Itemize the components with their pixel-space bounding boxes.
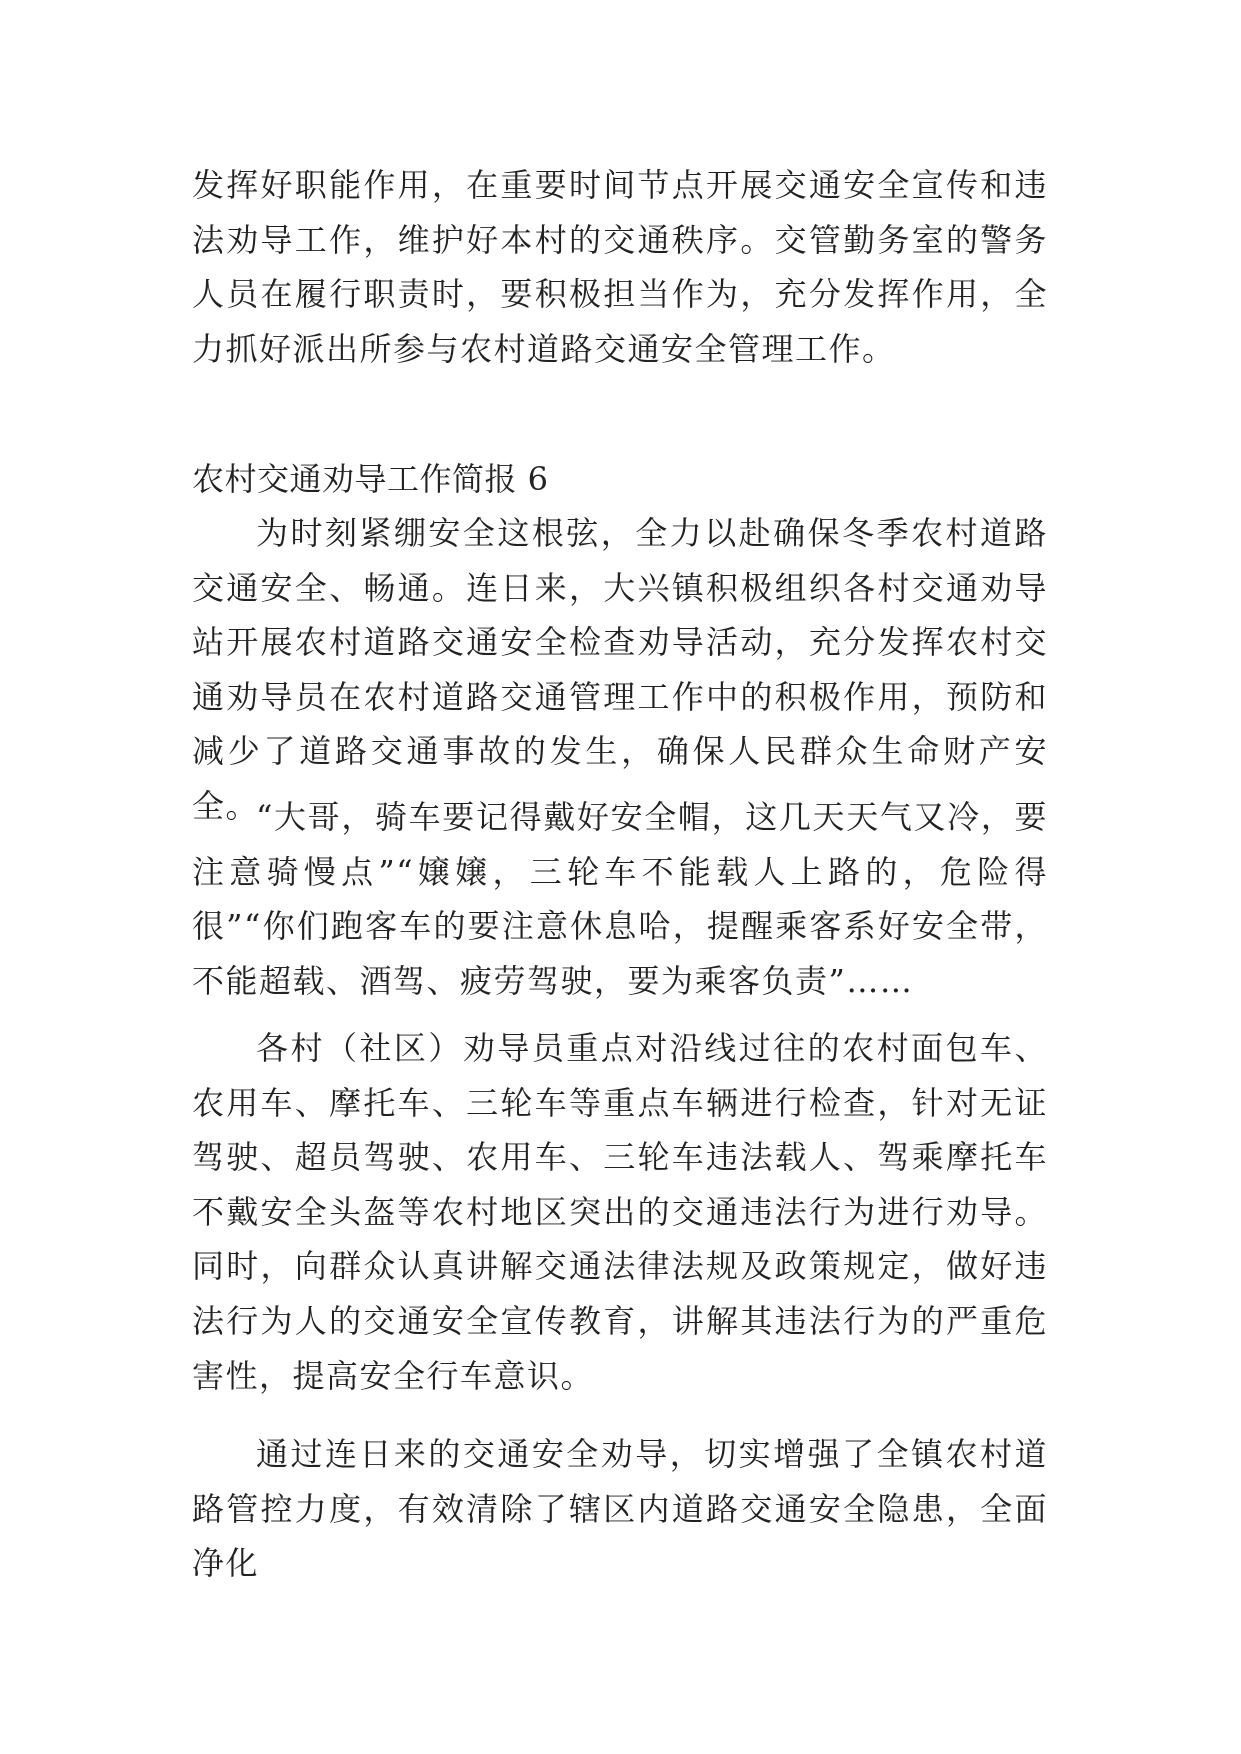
section-heading: 农村交通劝导工作简报 6	[192, 460, 549, 498]
carryover-paragraph: 发挥好职能作用，在重要时间节点开展交通安全宣传和违法劝导工作，维护好本村的交通秩序。交管勤务室的警务人员在履行职责时，要积极担当作为，充分发挥作用，全力抓好派出所参与农村道路交通安全管理工作。	[192, 166, 1048, 368]
body-paragraph: 各村（社区）劝导员重点对沿线过往的农村面包车、农用车、摩托车、三轮车等重点车辆进行检查，针对无证驾驶、超员驾驶、农用车、三轮车违法载人、驾乘摩托车不戴安全头盔等农村地区突出的交通违法行为进行劝导。同时，向群众认真讲解交通法律法规及政策规定，做好违法行为人的交通安全宣传教育，讲解其违法行为的严重危害性，提高安全行车意识。	[192, 1029, 1048, 1395]
body-paragraph: 为时刻紧绷安全这根弦，全力以赴确保冬季农村道路交通安全、畅通。连日来，大兴镇积极组织各村交通劝导站开展农村道路交通安全检查劝导活动，充分发挥农村交通劝导员在农村道路交通管理工作中的积极作用，预防和减少了道路交通事故的发生，确保人民群众生命财产安全。	[192, 514, 1048, 825]
quote-paragraph: “大哥，骑车要记得戴好安全帽，这几天天气又冷，要注意骑慢点”“嬢嬢，三轮车不能载人上路的，危险得很”“你们跑客车的要注意休息哈，提醒乘客系好安全带，不能超载、酒驾、疲劳驾驶，要为乘客负责”……	[192, 798, 1048, 1000]
body-paragraph: 通过连日来的交通安全劝导，切实增强了全镇农村道路管控力度，有效清除了辖区内道路交通安全隐患，全面净化	[192, 1435, 1048, 1583]
